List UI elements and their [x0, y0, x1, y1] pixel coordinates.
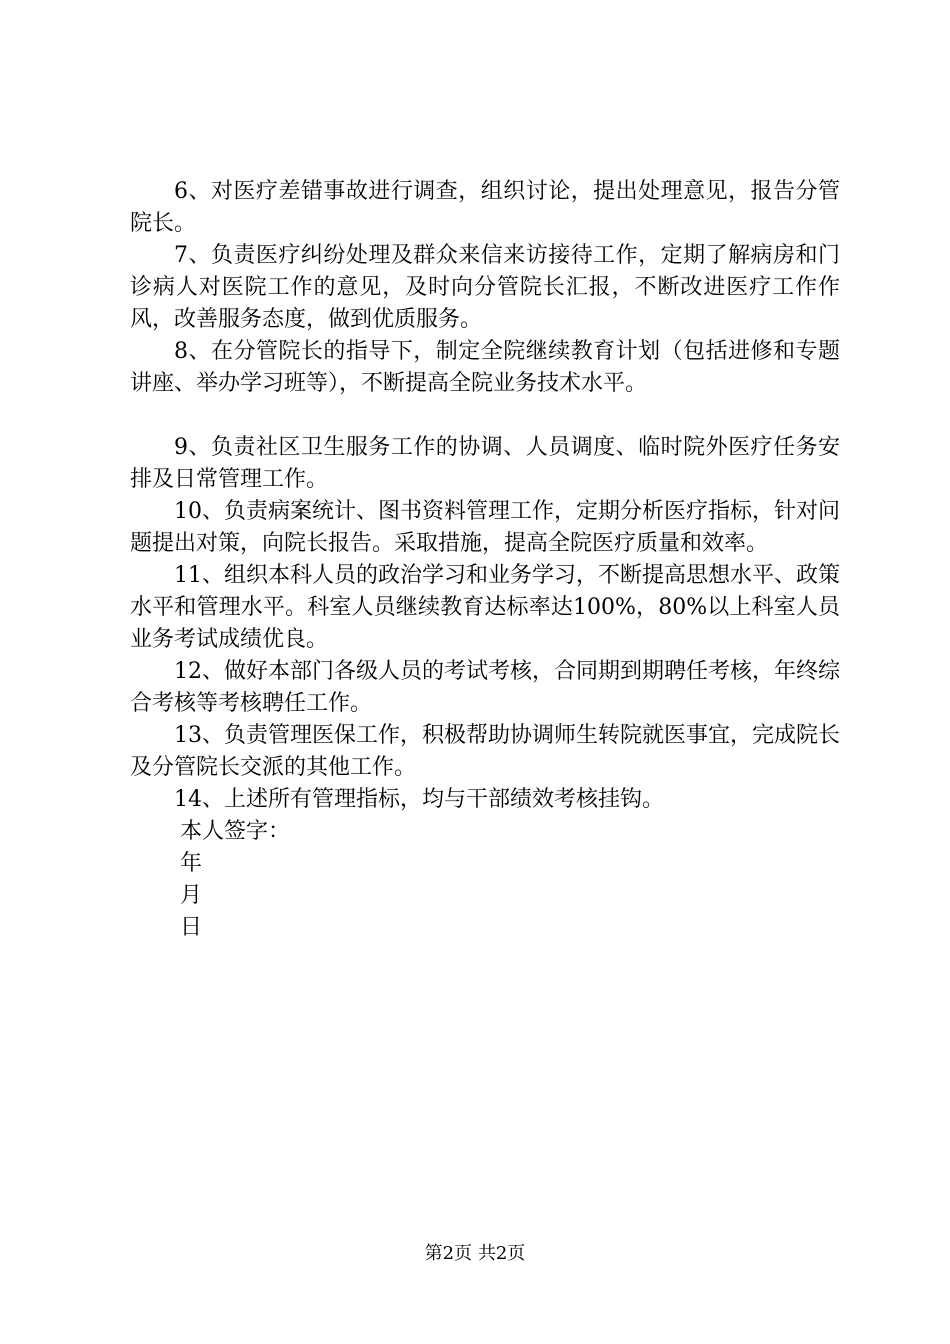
paragraph-item-14: 14、上述所有管理指标，均与干部绩效考核挂钩。: [174, 787, 664, 812]
document-body: [130, 176, 840, 944]
signature-block: [130, 816, 840, 944]
signature-year: 年: [180, 851, 203, 876]
signature-label: 本人签字：: [180, 819, 291, 844]
paragraph-item-7: 7、负责医疗纠纷处理及群众来信来访接待工作，定期了解病房和门诊病人对医院工作的意见，及时向分管院长汇报，不断改进医疗工作作风，改善服务态度，做到优质服务。: [130, 243, 840, 332]
paragraph-item-11: 11、组织本科人员的政治学习和业务学习，不断提高思想水平、政策水平和管理水平。科室人员继续教育达标率达100%，80%以上科室人员业务考试成绩优良。: [130, 563, 840, 652]
signature-day: 日: [180, 915, 203, 940]
paragraph-item-8: 8、在分管院长的指导下，制定全院继续教育计划（包括进修和专题讲座、举办学习班等），不断提高全院业务技术水平。: [130, 339, 840, 396]
paragraph-item-13: 13、负责管理医保工作，积极帮助协调师生转院就医事宜，完成院长及分管院长交派的其他工作。: [130, 723, 840, 780]
page-footer: 第2页 共2页: [424, 1243, 526, 1264]
paragraph-item-6: 6、对医疗差错事故进行调查，组织讨论，提出处理意见，报告分管院长。: [130, 179, 840, 236]
paragraph-item-12: 12、做好本部门各级人员的考试考核，合同期到期聘任考核，年终综合考核等考核聘任工作。: [130, 659, 840, 716]
signature-month: 月: [180, 883, 203, 908]
paragraph-item-9: 9、负责社区卫生服务工作的协调、人员调度、临时院外医疗任务安排及日常管理工作。: [130, 435, 840, 492]
paragraph-item-10: 10、负责病案统计、图书资料管理工作，定期分析医疗指标，针对问题提出对策，向院长报告。采取措施，提高全院医疗质量和效率。: [130, 499, 840, 556]
